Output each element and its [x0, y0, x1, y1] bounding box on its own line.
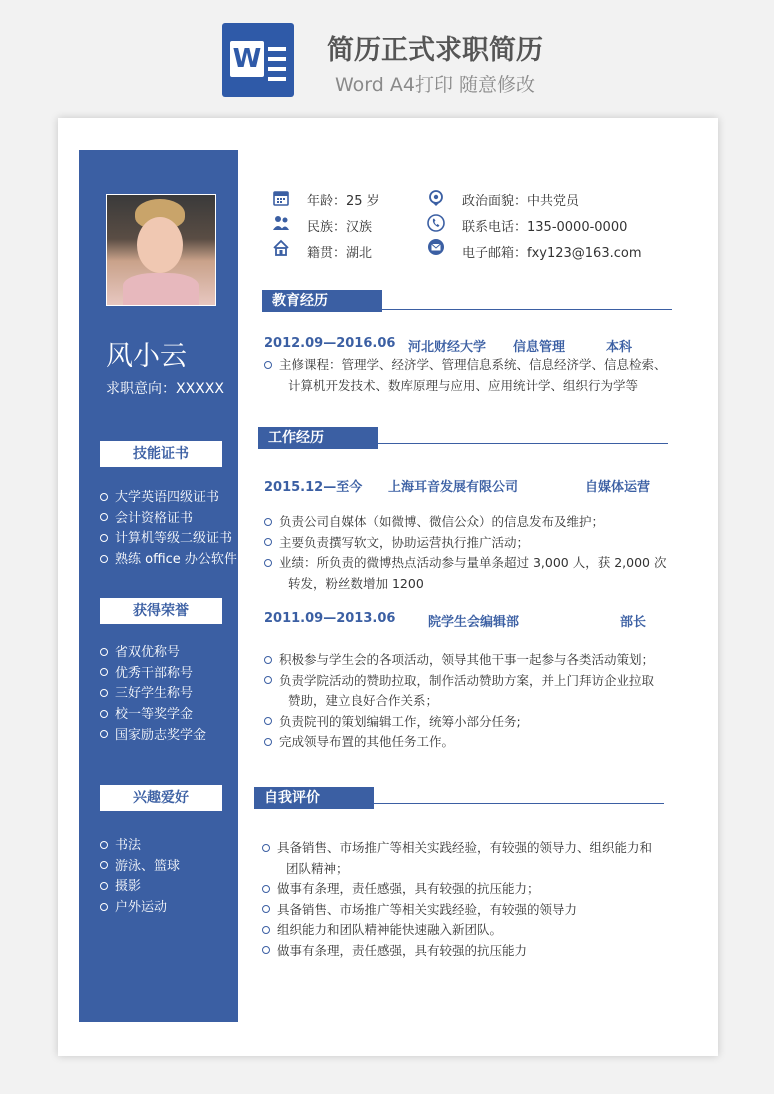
bullet-icon [264, 518, 272, 526]
bullet-icon [264, 656, 272, 664]
bullet-icon [264, 538, 272, 546]
job2-company: 院学生会编辑部 [428, 615, 520, 630]
list-item: 主要负责撰写软文，协助运营执行推广活动； [264, 533, 684, 554]
list-item: 负责公司自媒体（如微博、微信公众）的信息发布及维护； [264, 512, 684, 533]
info-phone: 联系电话：135-0000-0000 [462, 220, 628, 235]
word-letter: W [230, 41, 264, 77]
list-item: 三好学生称号 [100, 684, 206, 705]
edu-school: 河北财经大学 [408, 340, 487, 355]
bullet-icon [100, 882, 108, 890]
people-icon [272, 214, 290, 232]
job1-duties [264, 512, 684, 594]
list-item: 做事有条理，责任感强，具有较强的抗压能力； [262, 879, 682, 900]
list-item: 业绩：所负责的微博热点活动参与量单条超过 3,000 人，获 2,000 次 [264, 553, 684, 574]
info-age: 年龄：25 岁 [307, 194, 380, 209]
word-logo [222, 23, 294, 97]
info-ethnicity: 民族：汉族 [307, 220, 373, 235]
bullet-icon [262, 926, 270, 934]
bullet-icon [262, 844, 270, 852]
list-item: 具备销售、市场推广等相关实践经验，有较强的领导力、组织能力和 [262, 838, 682, 859]
list-item: 省双优称号 [100, 643, 206, 664]
list-item: 积极参与学生会的各项活动，领导其他干事一起参与各类活动策划； [264, 650, 684, 671]
bullet-icon [100, 903, 108, 911]
logo-line [268, 57, 286, 61]
job1-role: 自媒体运营 [585, 480, 651, 495]
job1-period: 2015.12—至今 [264, 480, 363, 495]
honors-heading [100, 598, 222, 624]
education-heading [262, 290, 382, 312]
list-item: 大学英语四级证书 [100, 488, 237, 509]
bullet-icon [100, 668, 108, 676]
bullet-icon [100, 861, 108, 869]
logo-line [268, 67, 286, 71]
list-item-continued: 赞助，建立良好合作关系； [288, 693, 439, 709]
bullet-icon [264, 738, 272, 746]
list-item: 负责学院活动的赞助拉取，制作活动赞助方案，并上门拜访企业拉取 [264, 671, 684, 692]
edu-courses: 主修课程：管理学、经济学、管理信息系统、信息经济学、信息检索、 计算机开发技术、数库原理与应用、应用统计学、组织行为学等 [264, 355, 684, 396]
banner-title: 简历正式求职简历 [327, 35, 543, 66]
bullet-icon [100, 493, 108, 501]
bullet-icon [100, 513, 108, 521]
list-item: 组织能力和团队精神能快速融入新团队。 [262, 920, 682, 941]
job2-role: 部长 [620, 615, 647, 630]
profile-photo [106, 194, 216, 306]
honors-title: 获得荣誉 [133, 603, 189, 619]
list-item: 户外运动 [100, 898, 180, 919]
phone-icon [427, 214, 445, 232]
banner-subtitle: Word A4打印 随意修改 [334, 74, 535, 96]
hobbies-heading [100, 785, 222, 811]
list-item: 国家励志奖学金 [100, 726, 206, 747]
work-title: 工作经历 [268, 430, 324, 446]
list-item: 计算机等级二级证书 [100, 529, 237, 550]
list-item: 完成领导布置的其他任务工作。 [264, 732, 684, 753]
list-item: 摄影 [100, 877, 180, 898]
bullet-icon [100, 730, 108, 738]
list-item: 优秀干部称号 [100, 664, 206, 685]
bullet-icon [100, 534, 108, 542]
photo-body [123, 273, 199, 305]
list-item: 游泳、篮球 [100, 857, 180, 878]
bullet-icon [100, 555, 108, 563]
calendar-icon [272, 189, 290, 207]
logo-line [268, 47, 286, 51]
list-item: 具备销售、市场推广等相关实践经验，有较强的领导力 [262, 900, 682, 921]
bullet-icon [262, 885, 270, 893]
edu-period: 2012.09—2016.06 [264, 336, 396, 351]
bullet-icon [264, 559, 272, 567]
logo-line [268, 77, 286, 81]
edu-degree: 本科 [606, 340, 633, 355]
bullet-icon [262, 946, 270, 954]
photo-face [137, 217, 183, 273]
bullet-icon [264, 361, 272, 369]
info-email: 电子邮箱：fxy123@163.com [462, 246, 642, 261]
job1-company: 上海耳音发展有限公司 [388, 480, 519, 495]
email-icon [427, 238, 445, 256]
bullet-icon [100, 841, 108, 849]
job-intent: 求职意向：XXXXX [106, 381, 224, 397]
home-icon [272, 239, 290, 257]
list-item: 熟练 office 办公软件 [100, 550, 237, 571]
skills-list [100, 488, 237, 571]
info-politics: 政治面貌：中共党员 [462, 194, 580, 209]
self-eval-title: 自我评价 [264, 790, 320, 806]
self-eval-list [262, 838, 682, 962]
info-hometown: 籍贯：湖北 [307, 246, 373, 261]
hobbies-title: 兴趣爱好 [133, 790, 189, 806]
location-pin-icon [427, 189, 445, 207]
skills-heading [100, 441, 222, 467]
self-eval-heading [254, 787, 374, 809]
candidate-name: 风小云 [106, 341, 187, 372]
list-item: 校一等奖学金 [100, 705, 206, 726]
hobbies-list [100, 836, 180, 919]
skills-title: 技能证书 [133, 446, 189, 462]
job2-period: 2011.09—2013.06 [264, 611, 396, 626]
list-item-continued: 转发，粉丝数增加 1200 [288, 575, 424, 591]
edu-major: 信息管理 [513, 340, 566, 355]
education-title: 教育经历 [272, 293, 328, 309]
list-item: 做事有条理，责任感强，具有较强的抗压能力 [262, 941, 682, 962]
bullet-icon [264, 717, 272, 725]
job2-duties [264, 650, 684, 753]
list-item: 书法 [100, 836, 180, 857]
honors-list [100, 643, 206, 746]
list-item: 负责院刊的策划编辑工作，统筹小部分任务; [264, 712, 684, 733]
bullet-icon [262, 905, 270, 913]
bullet-icon [100, 689, 108, 697]
work-heading [258, 427, 378, 449]
bullet-icon [100, 648, 108, 656]
list-item: 会计资格证书 [100, 509, 237, 530]
bullet-icon [264, 676, 272, 684]
bullet-icon [100, 710, 108, 718]
list-item-continued: 团队精神； [286, 860, 349, 876]
